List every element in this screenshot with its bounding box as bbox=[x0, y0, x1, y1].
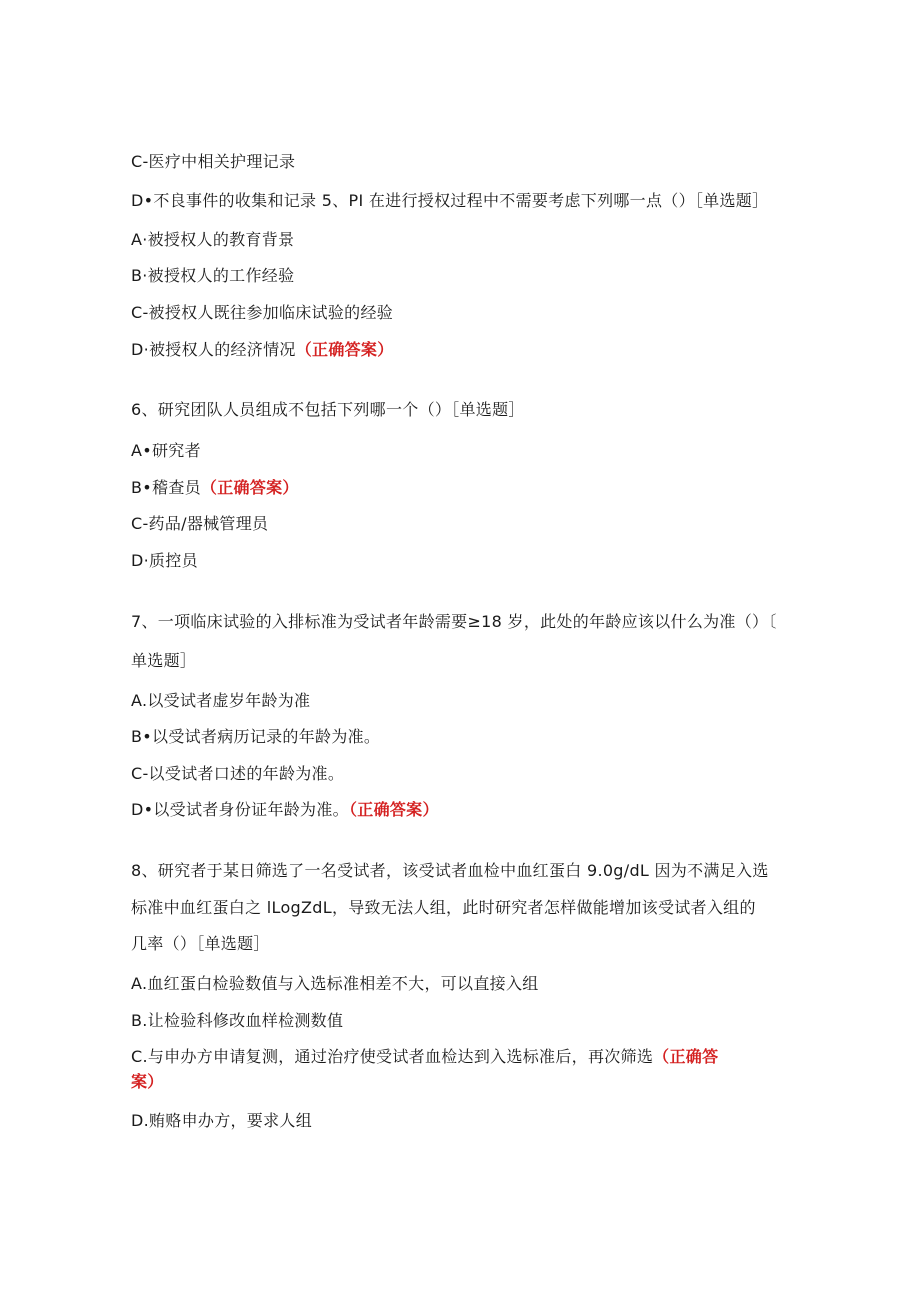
q6-option-c-text: C-药品/器械管理员 bbox=[131, 514, 269, 533]
q6-option-a-text: A•研究者 bbox=[131, 441, 201, 460]
q7-option-d-text: D•以受试者身份证年龄为准。 bbox=[131, 800, 349, 819]
q4-option-c bbox=[131, 151, 295, 173]
q5-option-b-text: B·被授权人的工作经验 bbox=[131, 266, 295, 285]
q6-stem bbox=[131, 399, 525, 421]
correct-answer-marker: （正确答案） bbox=[348, 800, 439, 819]
q7-option-c-text: C-以受试者口述的年龄为准。 bbox=[131, 764, 345, 783]
q8-stem-line-1-text: 8、研究者于某日筛选了一名受试者，该受试者血检中血红蛋白 9.0g∕dL 因为不满足入选 bbox=[131, 861, 769, 880]
q8-option-c-text: C.与申办方申请复测，通过治疗使受试者血检达到入选标准后，再次筛选 bbox=[131, 1047, 654, 1066]
q8-option-d bbox=[131, 1110, 312, 1132]
q8-option-a bbox=[131, 973, 539, 995]
q7-stem-line-1-text: 7、一项临床试验的入排标准为受试者年龄需要≥18 岁，此处的年龄应该以什么为准（）〔 bbox=[131, 612, 777, 631]
q8-option-b-text: B.让检验科修改血样检测数值 bbox=[131, 1011, 344, 1030]
q7-stem-line-2 bbox=[131, 650, 196, 672]
q8-stem-line-2 bbox=[131, 897, 756, 919]
q6-option-a bbox=[131, 440, 201, 462]
q5-option-a bbox=[131, 229, 294, 251]
q5-option-c-text: C-被授权人既往参加临床试验的经验 bbox=[131, 303, 394, 322]
q6-option-c bbox=[131, 513, 268, 535]
q8-option-c-line-1 bbox=[131, 1046, 718, 1068]
q6-option-d-text: D·质控员 bbox=[131, 551, 198, 570]
q8-stem-line-2-text: 标准中血红蛋白之 lLogZdL，导致无法人组，此时研究者怎样做能增加该受试者入组的 bbox=[131, 898, 756, 917]
correct-answer-marker: （正确答案） bbox=[295, 340, 394, 359]
q5-option-d bbox=[131, 339, 394, 361]
q8-option-a-text: A.血红蛋白检验数值与入选标准相差不大，可以直接入组 bbox=[131, 974, 539, 993]
q4-option-d-text: D•不良事件的收集和记录 5、PI 在进行授权过程中不需要考虑下列哪一点（）［单选题］ bbox=[131, 191, 769, 210]
q7-option-b bbox=[131, 726, 380, 748]
correct-answer-marker: （正确答案） bbox=[200, 478, 299, 497]
q5-option-c bbox=[131, 302, 393, 324]
q6-option-d bbox=[131, 550, 198, 572]
q7-option-b-text: B•以受试者病历记录的年龄为准。 bbox=[131, 727, 381, 746]
q5-option-a-text: A·被授权人的教育背景 bbox=[131, 230, 295, 249]
q8-option-c-line-2 bbox=[131, 1071, 164, 1093]
q7-option-d bbox=[131, 799, 439, 821]
q7-option-a bbox=[131, 690, 310, 712]
q8-stem-line-1 bbox=[131, 860, 769, 882]
q4-option-c-text: C-医疗中相关护理记录 bbox=[131, 152, 296, 171]
q7-option-c bbox=[131, 763, 344, 785]
q6-option-b bbox=[131, 477, 299, 499]
q8-stem-line-3-text: 几率（）［单选题］ bbox=[131, 934, 270, 953]
q7-stem-line-2-text: 单选题］ bbox=[131, 651, 197, 670]
q6-option-b-text: B•稽查员 bbox=[131, 478, 201, 497]
q7-option-a-text: A.以受试者虚岁年龄为准 bbox=[131, 691, 311, 710]
q5-option-d-text: D·被授权人的经济情况 bbox=[131, 340, 296, 359]
q8-option-b bbox=[131, 1010, 343, 1032]
correct-answer-marker: （正确答 bbox=[653, 1047, 719, 1066]
q7-stem-line-1 bbox=[131, 611, 777, 633]
q5-option-b bbox=[131, 265, 294, 287]
q4-option-d-and-q5-stem bbox=[131, 190, 768, 212]
q6-stem-text: 6、研究团队人员组成不包括下列哪一个（）［单选题］ bbox=[131, 400, 525, 419]
q8-option-d-text: D.贿赂申办方，要求人组 bbox=[131, 1111, 313, 1130]
q8-stem-line-3 bbox=[131, 933, 270, 955]
correct-answer-marker-continued: 案） bbox=[131, 1072, 164, 1091]
